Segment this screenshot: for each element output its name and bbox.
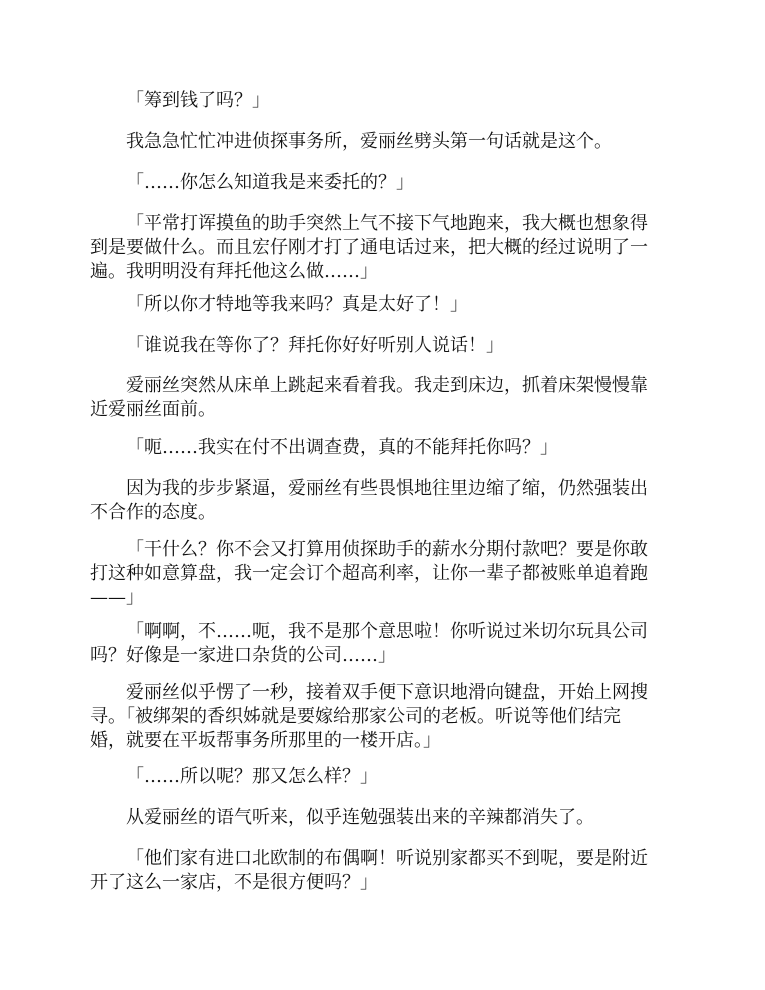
paragraph: 从爱丽丝的语气听来，似乎连勉强装出来的辛辣都消失了。	[126, 807, 594, 828]
paragraph: 「筹到钱了吗？」	[126, 90, 270, 111]
paragraph: 「……所以呢？那又怎么样？」	[126, 766, 378, 787]
paragraph: 我急急忙忙冲进侦探事务所，爱丽丝劈头第一句话就是这个。	[126, 131, 612, 152]
paragraph: 「啊啊，不……呃，我不是那个意思啦！你听说过米切尔玩具公司 吗？好像是一家进口杂货的公司……」	[90, 621, 648, 666]
paragraph: 因为我的步步紧逼，爱丽丝有些畏惧地往里边缩了缩，仍然强装出 不合作的态度。	[90, 478, 648, 523]
paragraph: 「平常打诨摸鱼的助手突然上气不接下气地跑来，我大概也想象得 到是要做什么。而且宏仔刚才打了通电话过来，把大概的经过说明了一 遍。我明明没有拜托他这么做……」	[90, 213, 648, 282]
paragraph: 爱丽丝突然从床单上跳起来看着我。我走到床边，抓着床架慢慢靠 近爱丽丝面前。	[90, 375, 648, 420]
paragraph: 「他们家有进口北欧制的布偶啊！听说别家都买不到呢，要是附近 开了这么一家店，不是很方便吗？」	[90, 848, 648, 893]
paragraph: 「……你怎么知道我是来委托的？」	[126, 172, 414, 193]
paragraph: 「呃……我实在付不出调查费，真的不能拜托你吗？」	[126, 437, 558, 458]
paragraph: 爱丽丝似乎愣了一秒，接着双手便下意识地滑向键盘，开始上网搜 寻。「被绑架的香织姊就是要嫁给那家公司的老板。听说等他们结完 婚，就要在平坂帮事务所那里的一楼开店。」	[90, 682, 648, 751]
paragraph: 「所以你才特地等我来吗？真是太好了！」	[126, 294, 468, 315]
paragraph: 「谁说我在等你了？拜托你好好听别人说话！」	[126, 335, 504, 356]
paragraph: 「干什么？你不会又打算用侦探助手的薪水分期付款吧？要是你敢 打这种如意算盘，我一定会订个超高利率，让你一辈子都被账单追着跑 ——」	[90, 539, 648, 608]
